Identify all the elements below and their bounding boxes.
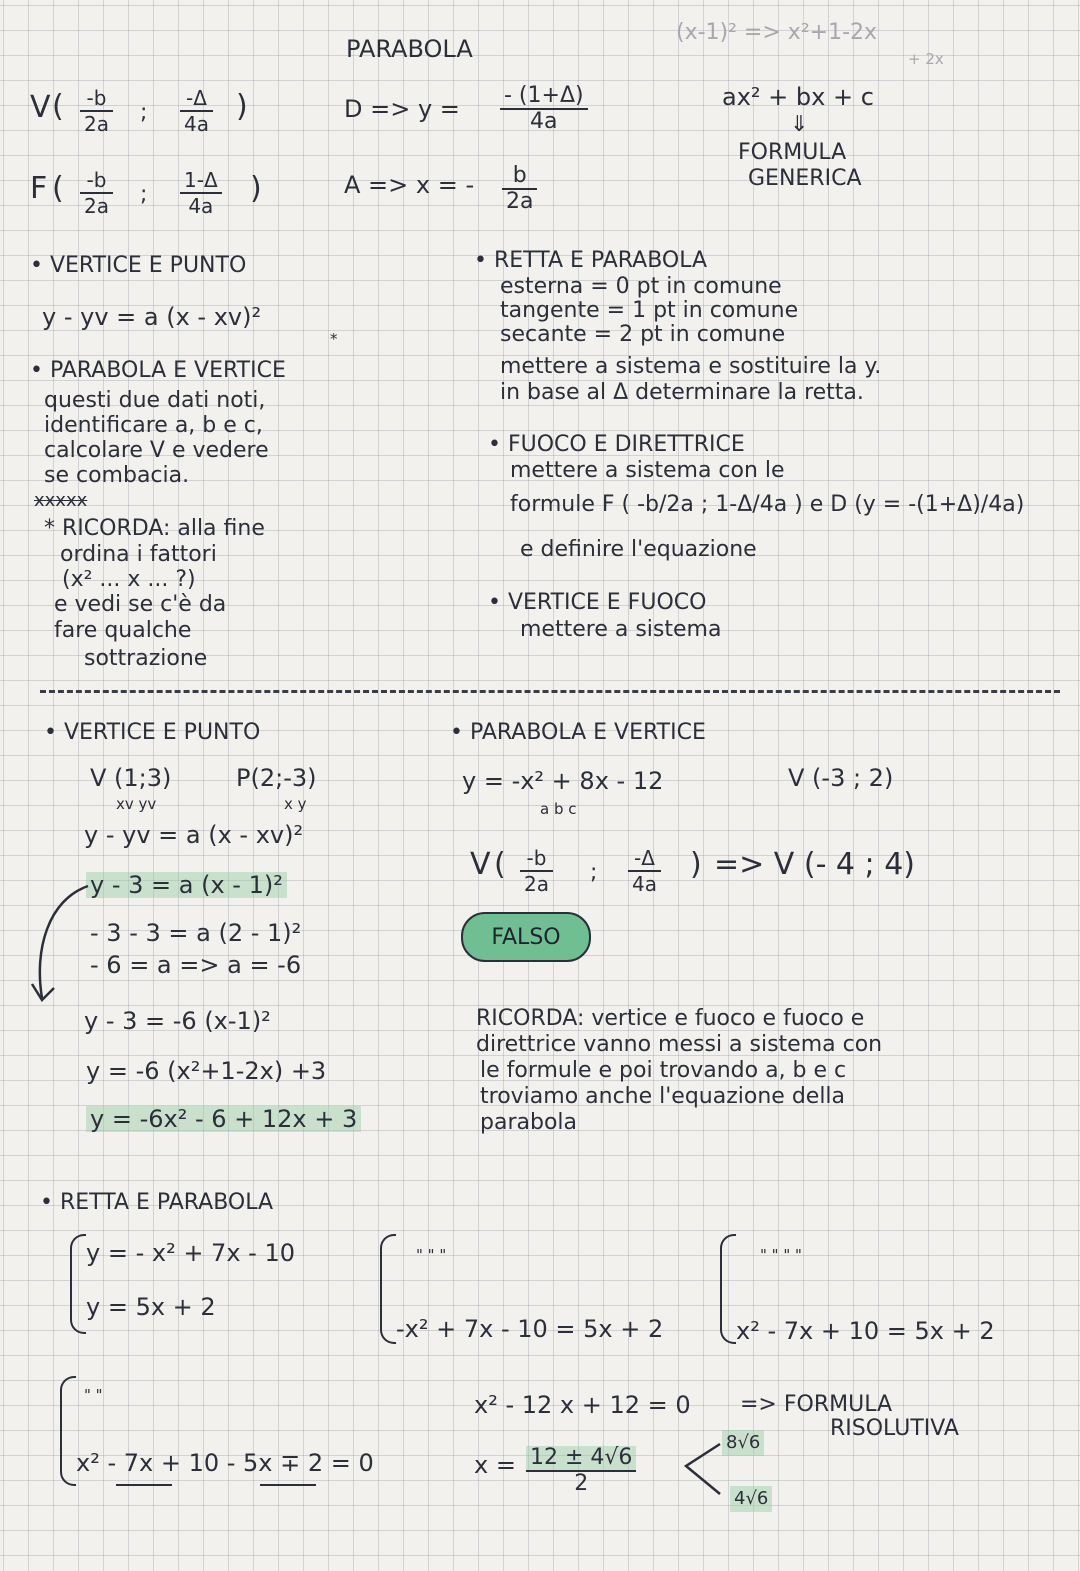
fd-line: mettere a sistema con le [510, 458, 785, 483]
remember-note-line: troviamo anche l'equazione della [480, 1084, 846, 1109]
work-line: - 6 = a => a = -6 [90, 951, 302, 979]
vertex-x-fraction: $\frac{-b}{2a}$ [520, 846, 553, 896]
fd-line: e definire l'equazione [520, 537, 757, 562]
vertex-label: V [30, 90, 51, 125]
pv-line: questi due dati noti, [44, 388, 266, 413]
work-line-highlighted: y - 3 = a (x - 1)² [86, 872, 287, 898]
vertex-x-fraction: $\frac{-b}{2a}$ [80, 86, 113, 136]
pv-line: se combacia. [44, 463, 190, 488]
system-equation: x² - 7x + 10 - 5x ∓ 2 = 0 [76, 1449, 374, 1477]
system-brace [720, 1234, 736, 1344]
work-line-highlighted: y = -6x² - 6 + 12x + 3 [86, 1106, 361, 1132]
generic-expression: ax² + bx + c [722, 83, 874, 111]
fd-line: formule F ( -b/2a ; 1-Δ/4a ) e D (y = -(1+Δ)/4a) [510, 492, 1025, 517]
vertex-y-fraction: $\frac{-\Delta}{4a}$ [180, 86, 213, 136]
focus-paren-close: ) [250, 171, 262, 206]
section-heading-example-pv: • PARABOLA E VERTICE [450, 720, 706, 745]
system-equation: x² - 7x + 10 = 5x + 2 [736, 1317, 995, 1345]
work-line: - 3 - 3 = a (2 - 1)² [90, 919, 302, 947]
ditto-marks: " " " " [760, 1246, 802, 1264]
rp-line: in base al Δ determinare la retta. [500, 380, 864, 405]
generic-label-2: GENERICA [748, 166, 862, 191]
vertex-label: V [470, 847, 491, 882]
focus-paren-open: ( [52, 171, 64, 206]
section-heading-vp: • VERTICE E PUNTO [30, 253, 247, 278]
top-right-note-2: + 2x [908, 50, 944, 68]
given-point: P(2;-3) [236, 764, 317, 792]
remember-note-line: le formule e poi trovando a, b e c [480, 1058, 847, 1083]
solution-fraction: $\frac{12 \pm 4√6}{2}$ [526, 1446, 636, 1496]
focus-x-fraction: $\frac{-b}{2a}$ [80, 168, 113, 218]
coefficient-labels: a b c [540, 800, 577, 818]
verdict-badge: FALSO [461, 912, 591, 962]
paren: ) [690, 847, 702, 882]
semicolon: ; [590, 860, 598, 885]
remember-note-line: direttrice vanno messi a sistema con [476, 1032, 883, 1057]
given-vertex: V (-3 ; 2) [788, 764, 894, 792]
root-1: 8√6 [722, 1430, 764, 1456]
section-heading-example-rp: • RETTA E PARABOLA [40, 1190, 274, 1215]
focus-label: F [30, 171, 48, 206]
curved-arrow-icon [28, 880, 98, 1010]
system-equation: -x² + 7x - 10 = 5x + 2 [396, 1315, 664, 1343]
x-equals: x = [474, 1451, 516, 1479]
resolving-formula-label: => FORMULA [740, 1392, 893, 1417]
section-heading-pv: • PARABOLA E VERTICE [30, 358, 286, 383]
remember-line: e vedi se c'è da [54, 592, 227, 617]
quadratic-equation: x² - 12 x + 12 = 0 [474, 1391, 691, 1419]
remember-note-line: RICORDA: vertice e fuoco e fuoco e [476, 1006, 865, 1031]
ditto-marks: " " [84, 1386, 103, 1404]
vf-line: mettere a sistema [520, 617, 722, 642]
pv-line: calcolare V e vedere [44, 438, 269, 463]
underline [260, 1484, 316, 1486]
star-mark: * [330, 330, 338, 348]
remember-line: * RICORDA: alla fine [44, 516, 265, 541]
dashed-divider [40, 690, 1060, 693]
work-line: y - 3 = -6 (x-1)² [84, 1007, 271, 1035]
vertex-sub-labels: xv yv [116, 795, 157, 813]
remember-line: (x² ... x ... ?) [62, 567, 196, 592]
semicolon: ; [140, 100, 148, 125]
paren: ( [494, 847, 506, 882]
section-heading-vf: • VERTICE E FUOCO [488, 590, 707, 615]
vertex-y-fraction: $\frac{-\Delta}{4a}$ [628, 846, 661, 896]
system-equation: y = 5x + 2 [86, 1293, 216, 1321]
system-brace [60, 1376, 76, 1486]
top-right-note: (x-1)² => x²+1-2x [676, 20, 878, 45]
page-title: PARABOLA [346, 35, 473, 63]
work-line: y - yv = a (x - xv)² [84, 821, 304, 849]
axis-fraction: $\frac{b}{2a}$ [502, 164, 537, 214]
directrix-label: D => y = [344, 95, 460, 123]
remember-line: fare qualche [54, 618, 192, 643]
root-2: 4√6 [730, 1486, 772, 1512]
system-brace [380, 1234, 396, 1344]
section-heading-rp: • RETTA E PARABOLA [474, 248, 708, 273]
scribble: xxxxx [34, 490, 88, 511]
remember-note-line: parabola [480, 1110, 577, 1135]
pv-line: identificare a, b e c, [44, 413, 263, 438]
work-line: y = -6 (x²+1-2x) +3 [86, 1057, 327, 1085]
generic-label: FORMULA [738, 140, 847, 165]
point-sub-labels: x y [284, 795, 307, 813]
vp-formula: y - yv = a (x - xv)² [42, 303, 262, 331]
given-vertex: V (1;3) [90, 764, 172, 792]
rp-line: tangente = 1 pt in comune [500, 298, 799, 323]
directrix-fraction: $\frac{- (1+\Delta)}{4a}$ [500, 84, 588, 134]
remember-line: sottrazione [84, 646, 208, 671]
computed-vertex: => V (- 4 ; 4) [714, 847, 915, 882]
underline [116, 1484, 172, 1486]
rp-line: mettere a sistema e sostituire la y. [500, 354, 882, 379]
down-arrow-icon: ⇓ [790, 112, 809, 137]
semicolon: ; [140, 182, 148, 207]
rp-line: esterna = 0 pt in comune [500, 274, 782, 299]
system-brace [70, 1234, 86, 1334]
ditto-marks: " " " [416, 1246, 447, 1264]
parabola-equation: y = -x² + 8x - 12 [462, 767, 664, 795]
axis-label: A => x = - [344, 171, 475, 199]
focus-y-fraction: $\frac{1-\Delta}{4a}$ [180, 168, 222, 218]
vertex-paren-open: ( [52, 89, 64, 124]
remember-line: ordina i fattori [60, 542, 217, 567]
vertex-paren-close: ) [236, 89, 248, 124]
section-heading-fd: • FUOCO E DIRETTRICE [488, 432, 745, 457]
section-heading-example-vp: • VERTICE E PUNTO [44, 720, 261, 745]
resolving-formula-label-2: RISOLUTIVA [830, 1416, 959, 1441]
system-equation: y = - x² + 7x - 10 [86, 1239, 295, 1267]
rp-line: secante = 2 pt in comune [500, 322, 786, 347]
